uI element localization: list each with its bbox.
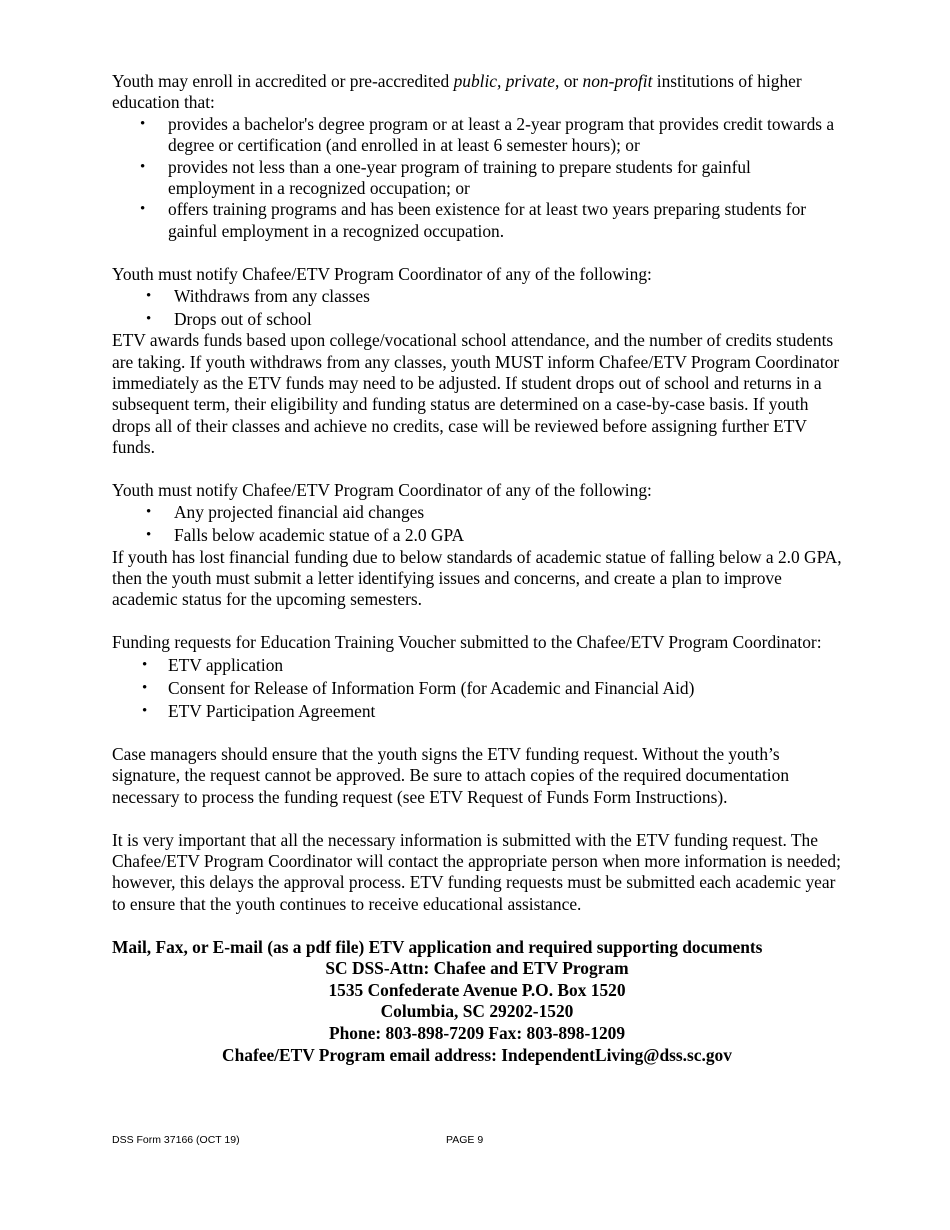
funding-intro: Funding requests for Education Training Voucher submitted to the Chafee/ETV Program Coordinator: (112, 632, 822, 653)
bullet-icon: • (140, 115, 146, 132)
enroll-intro-public: public, private (453, 71, 555, 91)
enroll-intro: Youth may enroll in accredited or pre-accredited public, private, or non-profit institutions of higher education that: (112, 71, 802, 113)
list-item: • Falls below academic statue of a 2.0 GPA (146, 525, 465, 546)
funding-list (112, 654, 842, 723)
bullet-icon: • (146, 310, 152, 327)
list-item: • Withdraws from any classes (146, 286, 370, 307)
bullet-icon: • (146, 288, 152, 305)
mailing-heading: Mail, Fax, or E-mail (as a pdf file) ETV application and required supporting documents (112, 936, 763, 957)
enroll-intro-nonprofit: non-profit (582, 71, 653, 91)
form-number: DSS Form 37166 (OCT 19) (112, 1134, 240, 1146)
bullet-icon: • (142, 702, 148, 719)
list-item: • ETV Participation Agreement (142, 700, 376, 721)
bullet-icon: • (142, 679, 148, 696)
bullet-icon: • (146, 527, 152, 544)
page-number: PAGE 9 (446, 1134, 484, 1146)
mailing-attn: SC DSS-Attn: Chafee and ETV Program (325, 958, 629, 979)
mailing-city: Columbia, SC 29202-1520 (380, 1001, 574, 1022)
gpa-list (112, 501, 842, 546)
list-item: • ETV application (142, 654, 284, 675)
withdraw-body: ETV awards funds based upon college/vocational school attendance, and the number of credits students are taking. If youth withdraws from any classes, youth MUST inform Chafee/ETV Program Coordinator immediately as the ETV funds may need to be adjusted. If student drops out of school and returns in a subsequent term, their eligibility and funding status are determined on a case-by-case basis. If youth drops all of their classes and achieve no credits, case will be reviewed before assigning further ETV funds. (112, 330, 840, 458)
bullet-icon: • (140, 201, 146, 218)
withdraw-intro: Youth must notify Chafee/ETV Program Coordinator of any of the following: (112, 263, 652, 284)
list-item: • provides a bachelor's degree program or at least a 2-year program that provides credit towards a degree or certification (and enrolled in at least 6 semester hours); or (140, 113, 835, 156)
important-paragraph: It is very important that all the necessary information is submitted with the ETV funding request. The Chafee/ETV Program Coordinator will contact the appropriate person when more information is needed; however, this delays the approval process. ETV funding requests must be submitted each academic year to ensure that the youth continues to receive educational assistance. (112, 829, 841, 914)
gpa-intro: Youth must notify Chafee/ETV Program Coordinator of any of the following: (112, 480, 652, 501)
mailing-address-block (112, 937, 842, 1067)
list-item: • offers training programs and has been existence for at least two years preparing students for gainful employment in a recognized occupation. (140, 199, 807, 241)
list-item: • provides not less than a one-year program of training to prepare students for gainful employment in a recognized occupation; or (140, 156, 751, 199)
list-item: • Drops out of school (146, 308, 312, 329)
bullet-icon: • (146, 504, 152, 521)
bullet-icon: • (140, 158, 146, 175)
mailing-email: Chafee/ETV Program email address: IndependentLiving@dss.sc.gov (222, 1044, 732, 1065)
mailing-phone: Phone: 803-898-7209 Fax: 803-898-1209 (328, 1023, 626, 1044)
list-item: • Any projected financial aid changes (146, 502, 425, 523)
mailing-street: 1535 Confederate Avenue P.O. Box 1520 (328, 979, 626, 1000)
list-item: • Consent for Release of Information Form (for Academic and Financial Aid) (142, 677, 695, 698)
gpa-body: If youth has lost financial funding due to below standards of academic statue of falling below a 2.0 GPA, then the youth must submit a letter identifying issues and concerns, and create a plan to improve academic status for the upcoming semesters. (112, 546, 842, 610)
bullet-icon: • (142, 656, 148, 673)
enroll-criteria-list (112, 114, 842, 242)
document-page (112, 71, 842, 1066)
withdraw-list (112, 285, 842, 330)
case-managers-paragraph: Case managers should ensure that the youth signs the ETV funding request. Without the youth’s signature, the request cannot be approved. Be sure to attach copies of the required documentation necessary to process the funding request (see ETV Request of Funds Form Instructions). (112, 744, 790, 807)
